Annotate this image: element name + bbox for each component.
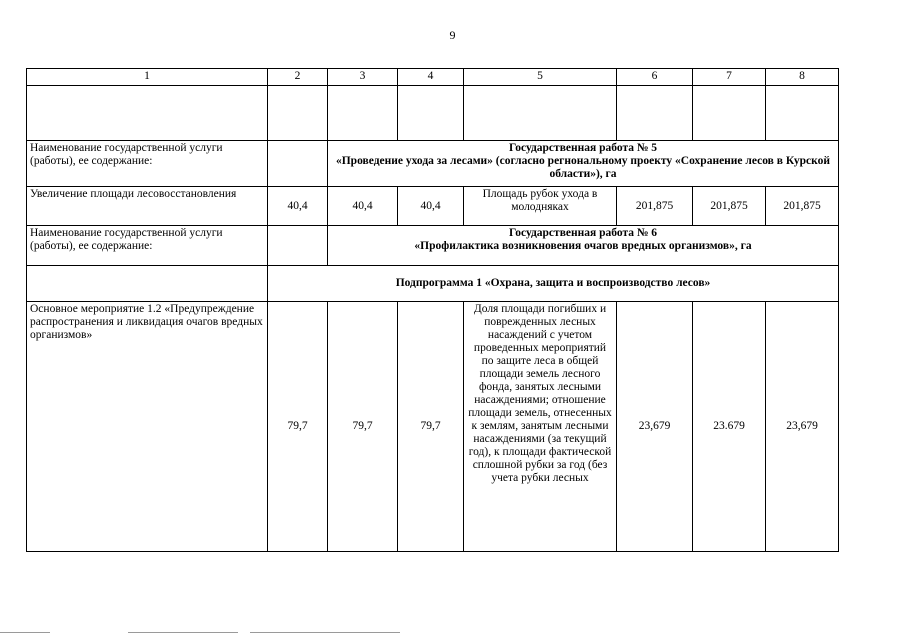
empty-cell — [268, 86, 328, 141]
reforestation-row — [27, 187, 839, 226]
service-label: Наименование государственной услуги (работы), ее содержание: — [27, 141, 268, 187]
reforestation-value-3: 40,4 — [328, 187, 398, 226]
reforestation-indicator: Площадь рубок ухода в молодняках — [464, 187, 617, 226]
col-header-8: 8 — [766, 69, 839, 86]
measure-indicator: Доля площади погибших и поврежденных лесных насаждений с учетом проведенных мероприятий по защите леса в общей площади земель лесного фонда, занятых лесными насаждениями; отношение площади земель, отнесенных к землям, занятым лесными насаждениями (за текущий год), к площади фактической сплошной рубки за год (без учета рубки лесных — [464, 302, 617, 552]
measure-label: Основное мероприятие 1.2 «Предупреждение распространения и ликвидация очагов вредных организмов» — [27, 302, 268, 552]
reforestation-value-8: 201,875 — [766, 187, 839, 226]
reforestation-value-7: 201,875 — [693, 187, 766, 226]
work6-row — [27, 226, 839, 266]
reforestation-value-2: 40,4 — [268, 187, 328, 226]
empty-cell — [27, 86, 268, 141]
work6-description: «Профилактика возникновения очагов вредных организмов», га — [414, 240, 752, 252]
col-header-7: 7 — [693, 69, 766, 86]
measure-row — [27, 302, 839, 552]
empty-cell — [328, 86, 398, 141]
empty-cell — [268, 141, 328, 187]
work6-cell — [328, 226, 839, 266]
empty-cell — [27, 266, 268, 302]
header-row — [27, 69, 839, 86]
col-header-5: 5 — [464, 69, 617, 86]
col-header-4: 4 — [398, 69, 464, 86]
col-header-1: 1 — [27, 69, 268, 86]
empty-row — [27, 86, 839, 141]
measure-value-6: 23,679 — [617, 302, 693, 552]
reforestation-label: Увеличение площади лесовосстановления — [27, 187, 268, 226]
measure-value-8: 23,679 — [766, 302, 839, 552]
page-number: 9 — [449, 28, 456, 42]
col-header-6: 6 — [617, 69, 693, 86]
col-header-2: 2 — [268, 69, 328, 86]
indicators-table — [26, 68, 839, 552]
scan-artifact-line — [128, 632, 238, 633]
empty-cell — [464, 86, 617, 141]
subprogram-title: Подпрограмма 1 «Охрана, защита и воспроизводство лесов» — [268, 266, 839, 302]
work5-description: «Проведение ухода за лесами» (согласно регнональному проекту «Сохранение лесов в Курской области»), га — [335, 155, 830, 180]
empty-cell — [766, 86, 839, 141]
scan-artifact-line — [250, 632, 400, 633]
empty-cell — [268, 226, 328, 266]
measure-value-7: 23.679 — [693, 302, 766, 552]
scan-artifact-line — [0, 632, 50, 633]
measure-value-4: 79,7 — [398, 302, 464, 552]
measure-value-2: 79,7 — [268, 302, 328, 552]
empty-cell — [398, 86, 464, 141]
work6-title: Государственная работа № 6 — [508, 227, 658, 239]
reforestation-value-4: 40,4 — [398, 187, 464, 226]
work5-cell — [328, 141, 839, 187]
empty-cell — [617, 86, 693, 141]
subprogram-row — [27, 266, 839, 302]
work5-title: Государственная работа № 5 — [508, 142, 658, 154]
work5-row — [27, 141, 839, 187]
col-header-3: 3 — [328, 69, 398, 86]
reforestation-value-6: 201,875 — [617, 187, 693, 226]
service-label: Наименование государственной услуги (работы), ее содержание: — [27, 226, 268, 266]
empty-cell — [693, 86, 766, 141]
measure-value-3: 79,7 — [328, 302, 398, 552]
